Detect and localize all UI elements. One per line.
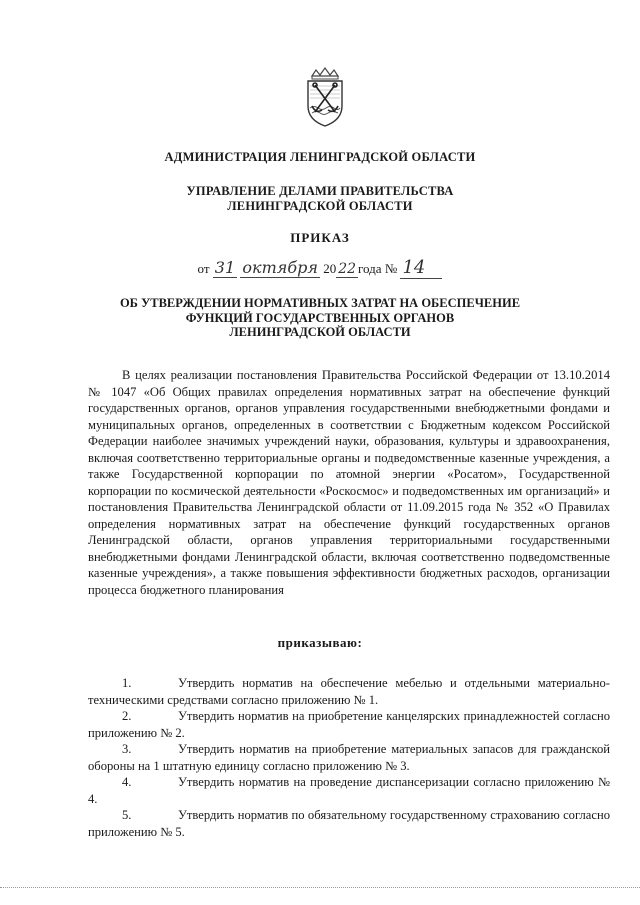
department-name-line1: УПРАВЛЕНИЕ ДЕЛАМИ ПРАВИТЕЛЬСТВА	[186, 184, 454, 198]
order-title-line2: ФУНКЦИЙ ГОСУДАРСТВЕННЫХ ОРГАНОВ	[185, 310, 455, 325]
order-items-list	[88, 675, 610, 840]
coat-of-arms-icon	[302, 66, 348, 128]
handwritten-month: октября	[242, 258, 318, 277]
handwritten-day: 31	[214, 258, 236, 277]
handwritten-order-number: 14	[400, 257, 442, 279]
list-item: 2. Утвердить норматив на приобретение канцелярских принадлежностей согласно приложению № 2.	[88, 709, 610, 740]
order-title-line3: ЛЕНИНГРАДСКОЙ ОБЛАСТИ	[229, 325, 411, 339]
year-label: года №	[358, 261, 398, 276]
department-name-line2: ЛЕНИНГРАДСКОЙ ОБЛАСТИ	[227, 199, 413, 213]
order-title-line1: ОБ УТВЕРЖДЕНИИ НОРМАТИВНЫХ ЗАТРАТ НА ОБЕСПЕЧЕНИЕ	[119, 296, 521, 310]
doc-type-heading: ПРИКАЗ	[290, 230, 350, 245]
page-bottom-divider	[0, 887, 640, 888]
order-date-line	[0, 257, 640, 279]
order-title	[0, 296, 640, 340]
list-item: 5. Утвердить норматив по обязательному государственному страхованию согласно приложению № 5.	[88, 808, 610, 839]
organization-name: АДМИНИСТРАЦИЯ ЛЕНИНГРАДСКОЙ ОБЛАСТИ	[164, 150, 476, 164]
list-item: 3. Утвердить норматив на приобретение материальных запасов для гражданской обороны на 1 штатную единицу согласно приложению № 3.	[88, 742, 610, 773]
list-item: 4. Утвердить норматив на проведение диспансеризации согласно приложению № 4.	[88, 775, 610, 806]
year-prefix: 20	[323, 261, 337, 276]
list-item: 1. Утвердить норматив на обеспечение мебелью и отдельными материально-техническими средствами согласно приложению № 1.	[88, 676, 610, 707]
order-word: приказываю:	[277, 635, 363, 650]
date-prefix: от	[197, 261, 210, 276]
handwritten-year-suffix: 22	[338, 261, 357, 277]
preamble-paragraph: В целях реализации постановления Правительства Российской Федерации от 13.10.2014 № 1047 «Об Общих правилах определения нормативных затрат на обеспечение функций государственных органов, органов управления государственными внебюджетными фондами и муниципальных органов, определенных в соответствии с Бюджетным кодексом Российской Федерации наиболее значимых учреждений науки, образования, культуры и здравоохранения, включая соответственно территориальные органы и подведомственные казенные учреждения, а также Государственной корпорации по атомной энергии «Росатом», Государственной корпорации по космической деятельности «Роскосмос» и подведомственных им организаций» и постановления Правительства Ленинградской области от 11.09.2015 года № 352 «О Правилах определения нормативных затрат на обеспечение функций государственных органов Ленинградской области, органов управления территориальными государственными внебюджетными фондами Ленинградской области, включая соответственно подведомственные казенные учреждения», а также повышения эффективности бюджетных расходов, организации процесса бюджетного планирования	[88, 368, 610, 597]
